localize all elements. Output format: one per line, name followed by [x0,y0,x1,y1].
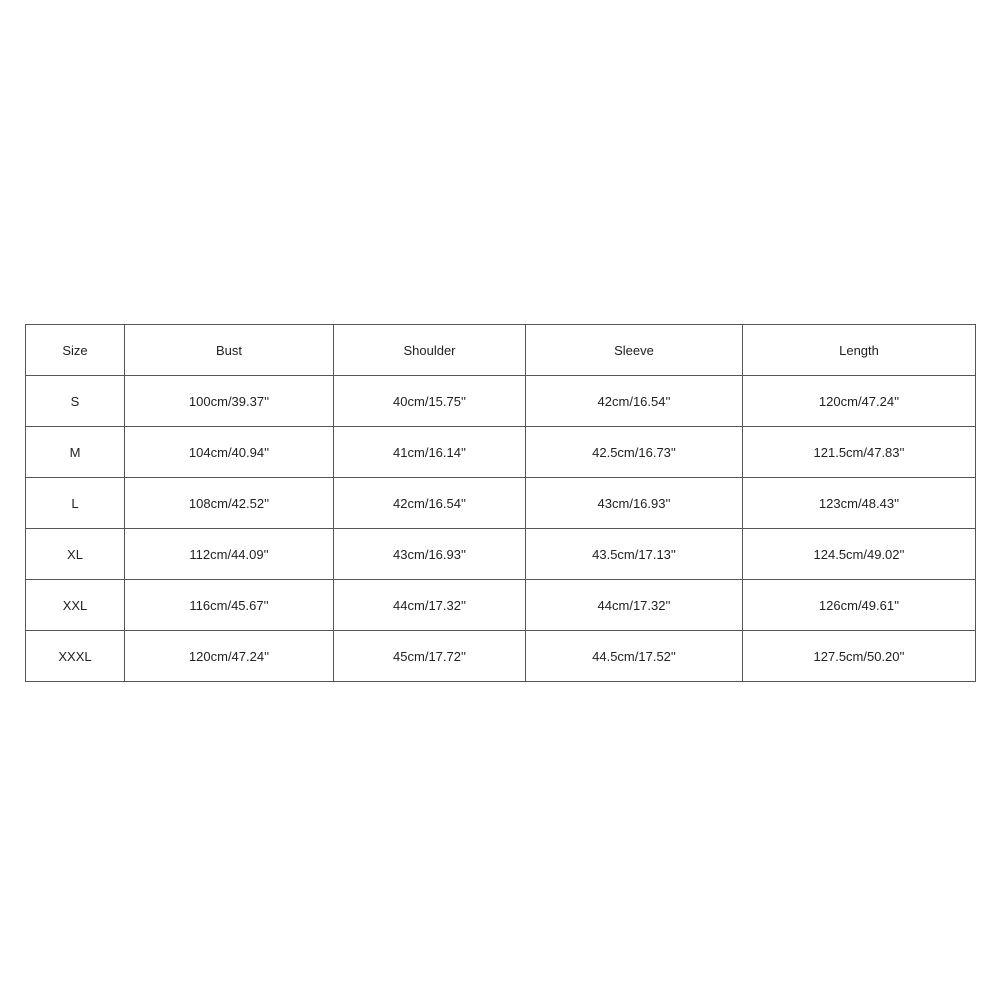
table-row [26,529,976,580]
cell-size: XXL [26,580,125,631]
cell-sleeve: 43cm/16.93'' [526,478,743,529]
cell-sleeve: 43.5cm/17.13'' [526,529,743,580]
cell-length: 126cm/49.61'' [743,580,976,631]
header-shoulder: Shoulder [334,325,526,376]
cell-shoulder: 45cm/17.72'' [334,631,526,682]
cell-length: 121.5cm/47.83'' [743,427,976,478]
header-bust: Bust [125,325,334,376]
cell-sleeve: 42.5cm/16.73'' [526,427,743,478]
cell-size: L [26,478,125,529]
table-row [26,478,976,529]
cell-shoulder: 40cm/15.75'' [334,376,526,427]
cell-sleeve: 44cm/17.32'' [526,580,743,631]
cell-length: 123cm/48.43'' [743,478,976,529]
header-row [26,325,976,376]
cell-size: XXXL [26,631,125,682]
cell-bust: 116cm/45.67'' [125,580,334,631]
cell-bust: 108cm/42.52'' [125,478,334,529]
cell-shoulder: 43cm/16.93'' [334,529,526,580]
cell-shoulder: 42cm/16.54'' [334,478,526,529]
cell-length: 120cm/47.24'' [743,376,976,427]
header-length: Length [743,325,976,376]
size-chart-table [25,324,976,682]
cell-bust: 120cm/47.24'' [125,631,334,682]
cell-sleeve: 44.5cm/17.52'' [526,631,743,682]
cell-size: XL [26,529,125,580]
cell-bust: 104cm/40.94'' [125,427,334,478]
cell-length: 127.5cm/50.20'' [743,631,976,682]
header-size: Size [26,325,125,376]
cell-bust: 100cm/39.37'' [125,376,334,427]
cell-bust: 112cm/44.09'' [125,529,334,580]
cell-sleeve: 42cm/16.54'' [526,376,743,427]
header-sleeve: Sleeve [526,325,743,376]
table-row [26,427,976,478]
cell-length: 124.5cm/49.02'' [743,529,976,580]
table-row [26,580,976,631]
cell-size: M [26,427,125,478]
cell-size: S [26,376,125,427]
cell-shoulder: 44cm/17.32'' [334,580,526,631]
table-row [26,376,976,427]
cell-shoulder: 41cm/16.14'' [334,427,526,478]
table-row [26,631,976,682]
